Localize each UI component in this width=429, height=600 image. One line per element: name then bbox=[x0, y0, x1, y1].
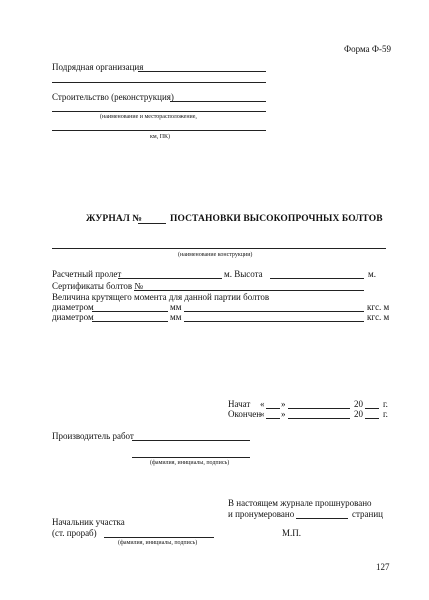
section-head-field[interactable] bbox=[104, 537, 214, 538]
journal-number-field[interactable] bbox=[138, 223, 166, 224]
contractor-field-line-2[interactable] bbox=[52, 82, 266, 83]
kgs-label-2: кгс. м bbox=[367, 312, 390, 322]
laced-line-2-prefix: и пронумеровано bbox=[228, 509, 295, 519]
span-label: Расчетный пролет bbox=[52, 269, 122, 279]
section-head-line-1: Начальник участка bbox=[52, 517, 125, 527]
laced-line-1: В настоящем журнале прошнуровано bbox=[228, 498, 372, 508]
construction-label: Строительство (реконструкция) bbox=[52, 92, 174, 102]
kgs-label-1: кгс. м bbox=[367, 302, 390, 312]
torque-field-1[interactable] bbox=[184, 311, 364, 312]
laced-line-2-suffix: страниц bbox=[352, 509, 383, 519]
name-location-caption: (наименование и месторасположение, bbox=[100, 114, 197, 120]
started-year-field[interactable] bbox=[365, 408, 379, 409]
construction-field-line-2[interactable] bbox=[52, 111, 266, 112]
diameter-field-2[interactable] bbox=[92, 321, 168, 322]
diameter-field-1[interactable] bbox=[92, 311, 168, 312]
journal-title-prefix: ЖУРНАЛ № bbox=[86, 214, 143, 224]
diameter-label-2: диаметром bbox=[52, 312, 94, 322]
journal-title-suffix: ПОСТАНОВКИ ВЫСОКОПРОЧНЫХ БОЛТОВ bbox=[170, 214, 383, 224]
meter-unit: м. bbox=[368, 269, 376, 279]
started-year-prefix: 20 bbox=[354, 399, 363, 409]
construction-field-line-3[interactable] bbox=[52, 130, 266, 131]
section-head-line-2: (ст. прораб) bbox=[52, 528, 97, 538]
works-producer-signature-field[interactable] bbox=[132, 457, 250, 458]
fio-caption-1: (фамилия, инициалы, подпись) bbox=[150, 460, 230, 466]
span-field[interactable] bbox=[118, 278, 222, 279]
structure-name-field[interactable] bbox=[52, 248, 386, 249]
ended-quote-open: « bbox=[260, 409, 265, 419]
form-label: Форма Ф-59 bbox=[344, 44, 391, 54]
ended-month-field[interactable] bbox=[288, 418, 350, 419]
height-field[interactable] bbox=[270, 278, 364, 279]
pages-count-field-line[interactable] bbox=[296, 518, 348, 519]
mm-label-1: мм bbox=[170, 302, 182, 312]
stamp-label: М.П. bbox=[282, 528, 302, 538]
ended-year-suffix: г. bbox=[383, 409, 388, 419]
ended-year-prefix: 20 bbox=[354, 409, 363, 419]
page-number: 127 bbox=[376, 562, 390, 572]
started-quote-open: « bbox=[260, 399, 265, 409]
started-month-field[interactable] bbox=[288, 408, 350, 409]
meter-height-label: м. Высота bbox=[224, 269, 263, 279]
km-pk-caption: км, ПК) bbox=[150, 134, 171, 140]
certificates-field[interactable] bbox=[134, 290, 364, 291]
torque-field-2[interactable] bbox=[184, 321, 364, 322]
contractor-label: Подрядная организация bbox=[52, 62, 144, 72]
ended-quote-close: » bbox=[281, 409, 286, 419]
started-day-field[interactable] bbox=[266, 408, 280, 409]
ended-label: Окончен bbox=[228, 409, 262, 419]
works-producer-label: Производитель работ bbox=[52, 431, 134, 441]
certificates-label: Сертификаты болтов № bbox=[52, 281, 143, 291]
started-quote-close: » bbox=[281, 399, 286, 409]
ended-year-field[interactable] bbox=[365, 418, 379, 419]
contractor-field[interactable] bbox=[138, 71, 266, 72]
construction-field[interactable] bbox=[170, 101, 266, 102]
started-label: Начат bbox=[228, 399, 251, 409]
mm-label-2: мм bbox=[170, 312, 182, 322]
fio-caption-2: (фамилия, инициалы, подпись) bbox=[118, 540, 198, 546]
works-producer-field[interactable] bbox=[132, 440, 250, 441]
started-year-suffix: г. bbox=[383, 399, 388, 409]
structure-caption: (наименование конструкции) bbox=[178, 252, 253, 258]
torque-label: Величина крутящего момента для данной партии болтов bbox=[52, 292, 270, 302]
diameter-label-1: диаметром bbox=[52, 302, 94, 312]
ended-day-field[interactable] bbox=[266, 418, 280, 419]
